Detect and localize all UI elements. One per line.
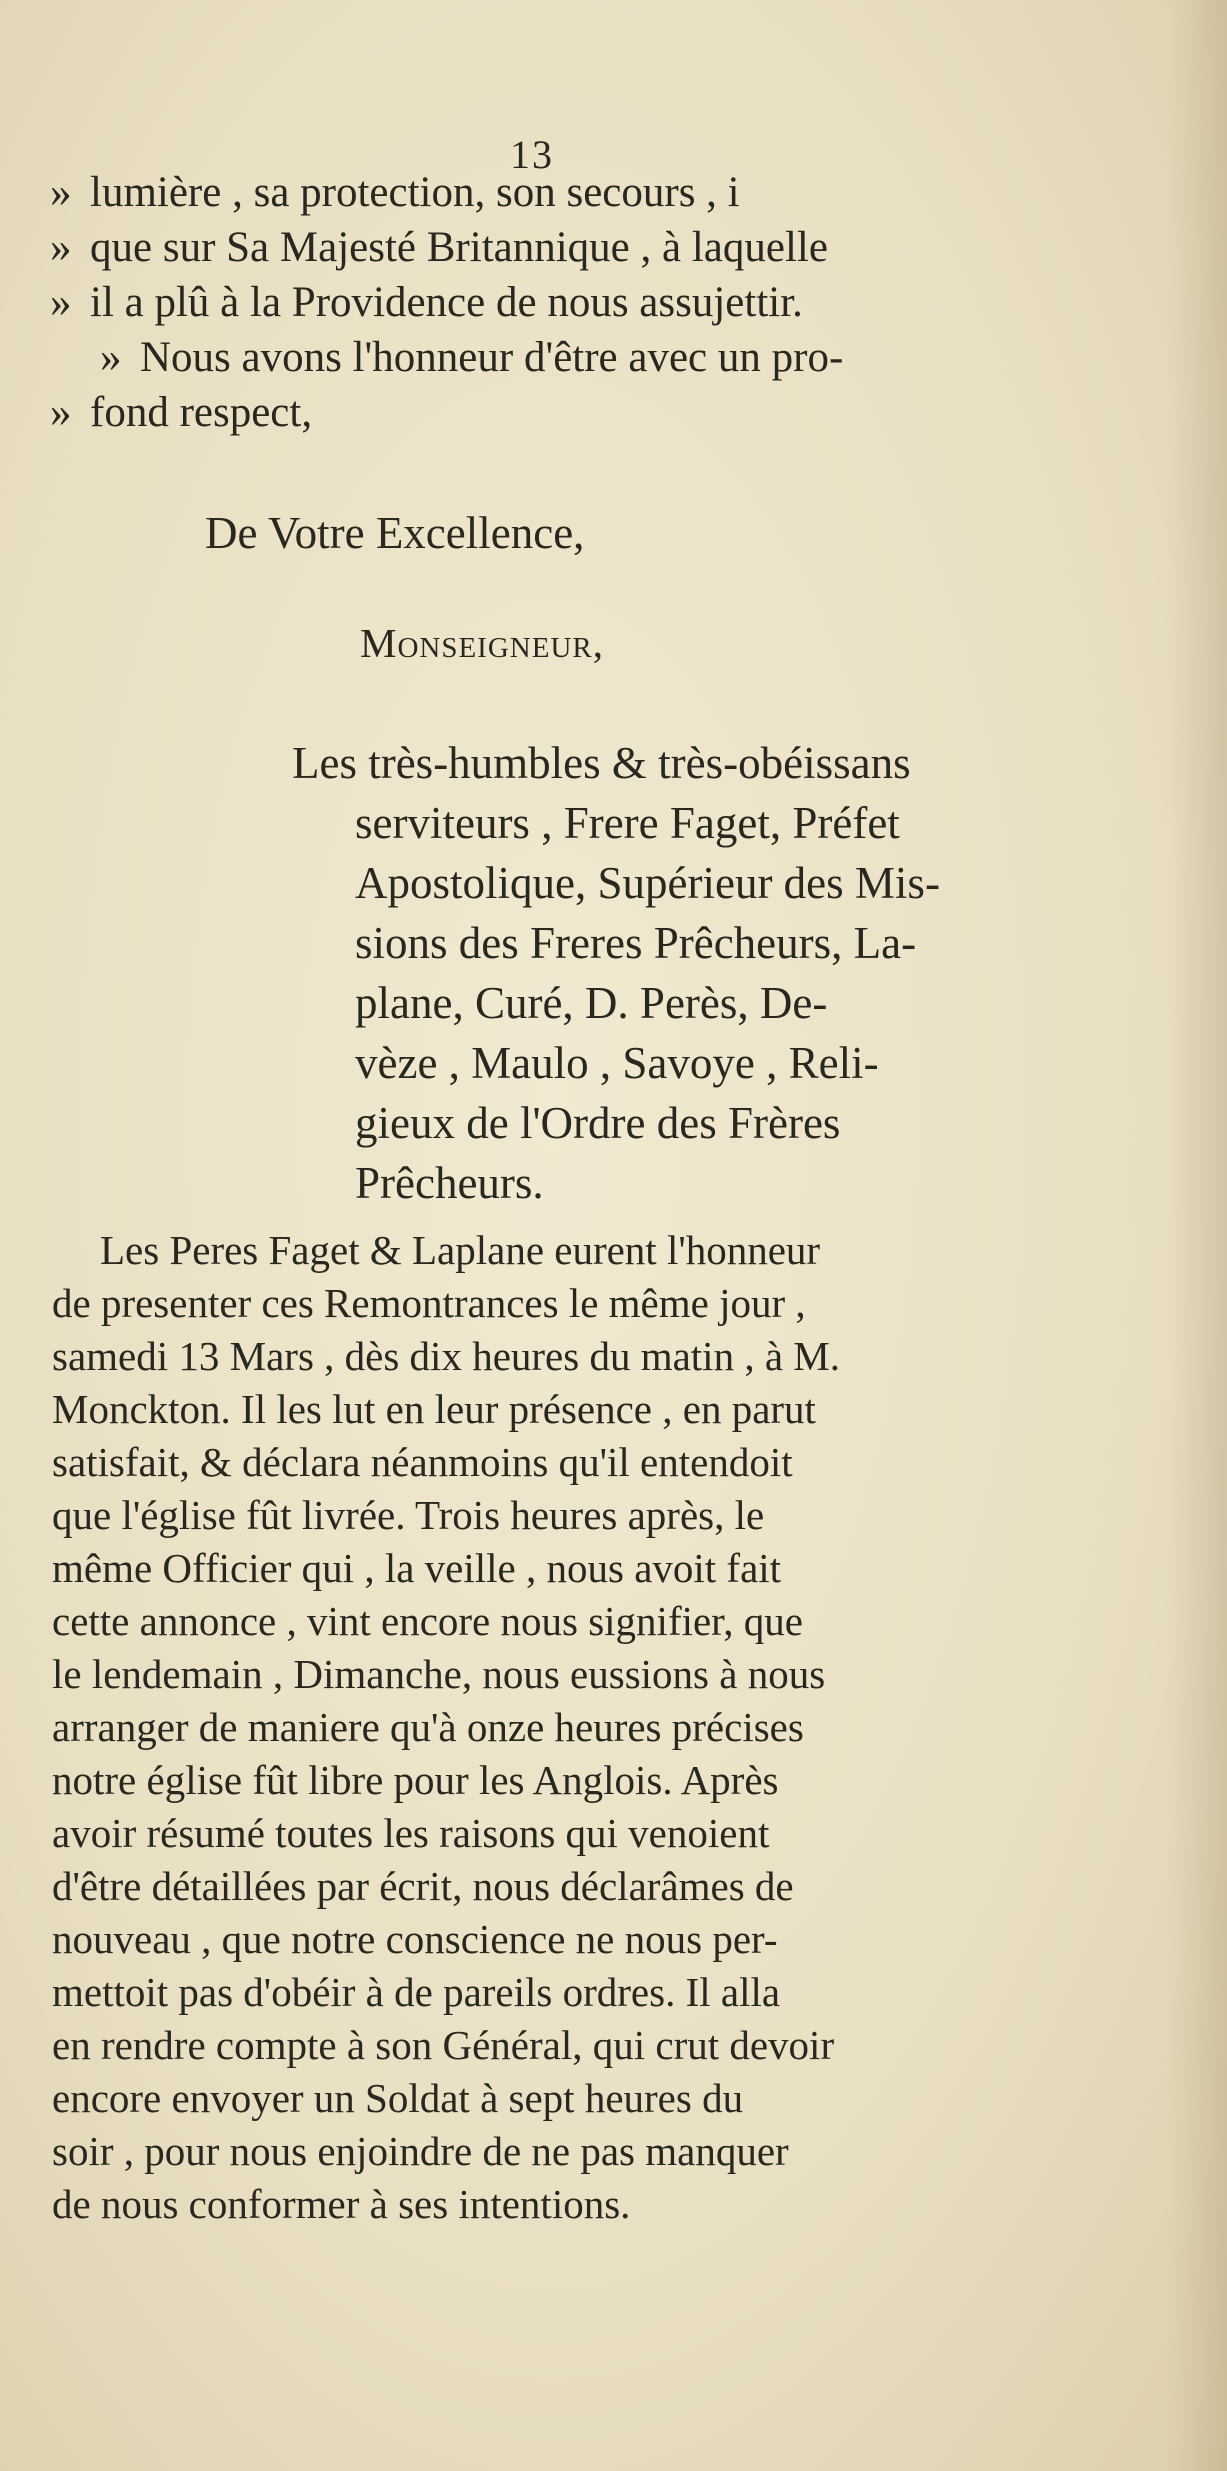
quote-line: » Nous avons l'honneur d'être avec un pro- [100, 330, 843, 386]
paragraph-line: Monckton. Il les lut en leur présence , en parut [52, 1386, 816, 1432]
signature-line: Apostolique, Supérieur des Mis- [355, 858, 940, 908]
quote-line: » que sur Sa Majesté Britannique , à laquelle [50, 220, 828, 276]
paragraph-line: de presenter ces Remontrances le même jour , [52, 1280, 806, 1326]
paragraph-line: arranger de maniere qu'à onze heures précises [52, 1704, 804, 1750]
paragraph-line: samedi 13 Mars , dès dix heures du matin , à M. [52, 1333, 840, 1379]
paragraph-line: même Officier qui , la veille , nous avoit fait [52, 1545, 782, 1591]
paragraph-line: mettoit pas d'obéir à de pareils ordres. Il alla [52, 1969, 781, 2015]
paragraph-line: cette annonce , vint encore nous signifier, que [52, 1598, 803, 1644]
quote-marker: » [50, 279, 72, 326]
paragraph-line: d'être détaillées par écrit, nous déclarâmes de [52, 1863, 794, 1909]
quote-line: » fond respect, [50, 385, 312, 441]
signature-line: vèze , Maulo , Savoye , Reli- [355, 1038, 879, 1088]
paragraph-line: encore envoyer un Soldat à sept heures du [52, 2075, 744, 2121]
signature-line: serviteurs , Frere Faget, Préfet [355, 798, 900, 848]
paragraph-line: soir , pour nous enjoindre de ne pas manquer [52, 2128, 789, 2174]
paragraph-line: en rendre compte à son Général, qui crut devoir [52, 2022, 835, 2068]
paragraph-line: de nous conformer à ses intentions. [52, 2181, 631, 2227]
paragraph-line: avoir résumé toutes les raisons qui venoient [52, 1810, 770, 1856]
signature-line: sions des Freres Prêcheurs, La- [355, 918, 917, 968]
paragraph-line: nouveau , que notre conscience ne nous per- [52, 1916, 778, 1962]
quote-marker: » [50, 224, 72, 271]
signature-line: plane, Curé, D. Perès, De- [355, 978, 828, 1028]
quote-marker: » [50, 169, 72, 216]
page-number: 13 [510, 132, 554, 177]
paragraph-line: que l'église fût livrée. Trois heures après, le [52, 1492, 765, 1538]
paragraph-line: notre église fût libre pour les Anglois. Après [52, 1757, 779, 1803]
signature-line: Prêcheurs. [355, 1158, 544, 1208]
salutation: De Votre Excellence, [205, 508, 585, 558]
signature-line: gieux de l'Ordre des Frères [355, 1098, 841, 1148]
quote-line: » lumière , sa protection, son secours , i [50, 165, 740, 221]
quote-line: » il a plû à la Providence de nous assujettir. [50, 275, 803, 331]
address-title: Monseigneur, [360, 620, 604, 666]
page-edge-shadow [1167, 0, 1227, 2471]
quote-marker: » [50, 389, 72, 436]
paragraph-line: satisfait, & déclara néanmoins qu'il entendoit [52, 1439, 793, 1485]
signature-line: Les très-humbles & très-obéissans [292, 738, 911, 788]
paragraph-line: le lendemain , Dimanche, nous eussions à nous [52, 1651, 826, 1697]
quote-marker: » [100, 334, 122, 381]
paragraph-line: Les Peres Faget & Laplane eurent l'honneur [100, 1227, 821, 1273]
